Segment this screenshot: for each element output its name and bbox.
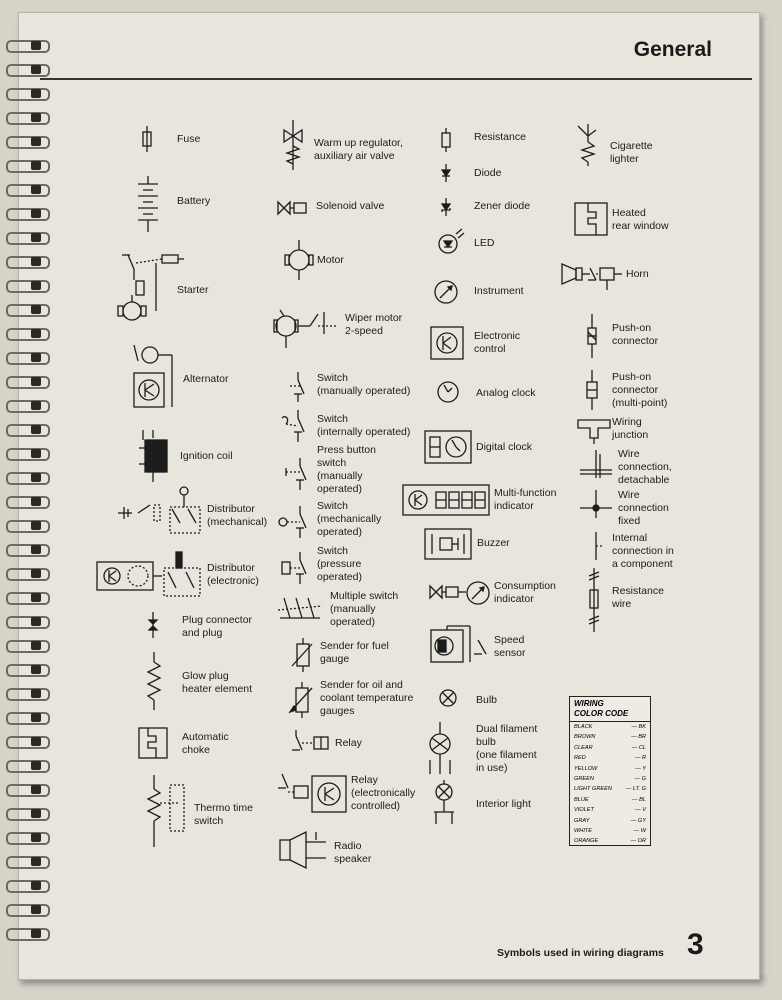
wiper-motor-label: Wiper motor 2-speed	[345, 312, 403, 337]
color-abbreviation: — BL	[632, 796, 646, 803]
instrument-label: Instrument	[474, 285, 524, 297]
plug-connector-icon	[146, 612, 160, 638]
sender-fuel-icon	[292, 638, 314, 672]
switch-manual-label: Switch (manually operated)	[317, 372, 411, 397]
binding-hole	[31, 641, 41, 650]
color-abbreviation: — GY	[630, 817, 646, 824]
analog-clock-icon	[436, 378, 460, 406]
sender-oil-label: Sender for oil and coolant temperature gauges	[320, 679, 414, 717]
color-abbreviation: — OR	[630, 838, 646, 845]
radio-speaker-icon	[276, 830, 332, 870]
multi-function-icon	[402, 484, 490, 516]
binding-hole	[31, 785, 41, 794]
color-code-row	[570, 753, 650, 763]
binding-hole	[31, 377, 41, 386]
wiring-junction-label: Wiring junction	[612, 416, 649, 441]
binding-ring	[6, 448, 50, 461]
binding-ring	[6, 400, 50, 413]
binding-hole	[31, 113, 41, 122]
sender-oil-icon	[290, 682, 314, 718]
internal-connection-icon	[586, 532, 606, 560]
binding-hole	[31, 593, 41, 602]
binding-hole	[31, 65, 41, 74]
thermo-switch-icon	[144, 775, 190, 847]
color-name: VIOLET	[574, 807, 594, 814]
sender-fuel-label: Sender for fuel gauge	[320, 640, 389, 665]
speed-sensor-icon	[430, 626, 496, 666]
wire-fixed-icon	[578, 490, 614, 520]
electronic-control-label: Electronic control	[474, 330, 521, 355]
radio-speaker-label: Radio speaker	[334, 840, 372, 865]
push-on-multi-label: Push-on connector (multi-point)	[612, 371, 668, 409]
binding-ring	[6, 160, 50, 173]
buzzer-icon	[424, 528, 472, 560]
glow-plug-icon	[146, 652, 162, 710]
binding-hole	[31, 473, 41, 482]
distributor-mech-icon	[118, 485, 204, 537]
heated-window-label: Heated rear window	[612, 207, 669, 232]
binding-hole	[31, 137, 41, 146]
ignition-coil-icon	[135, 430, 171, 482]
color-abbreviation: — Y	[635, 765, 646, 772]
binding-hole	[31, 521, 41, 530]
binding-ring	[6, 616, 50, 629]
digital-clock-icon	[424, 430, 472, 464]
multiple-switch-label: Multiple switch (manually operated)	[330, 590, 399, 628]
wire-fixed-label: Wire connection fixed	[618, 489, 669, 527]
press-button-icon	[284, 458, 310, 490]
binding-hole	[31, 545, 41, 554]
binding-ring	[6, 424, 50, 437]
distributor-elec-icon	[96, 548, 206, 600]
wiring-color-code-rows	[570, 722, 650, 847]
binding-hole	[31, 401, 41, 410]
consumption-indicator-icon	[428, 580, 492, 608]
binding-hole	[31, 281, 41, 290]
multi-function-label: Multi-function indicator	[494, 487, 557, 512]
zener-diode-icon	[441, 198, 451, 216]
binding-hole	[31, 929, 41, 938]
binding-ring	[6, 640, 50, 653]
binding-ring	[6, 760, 50, 773]
binding-hole	[31, 617, 41, 626]
color-abbreviation: — BR	[631, 734, 646, 741]
binding-ring	[6, 256, 50, 269]
dual-filament-icon	[426, 722, 456, 774]
interior-light-label: Interior light	[476, 798, 531, 810]
relay-label: Relay	[335, 737, 362, 749]
digital-clock-label: Digital clock	[476, 441, 533, 453]
binding-ring	[6, 664, 50, 677]
binding-ring	[6, 808, 50, 821]
press-button-label: Press button switch (manually operated)	[317, 444, 376, 495]
color-name: YELLOW	[574, 765, 598, 772]
alternator-label: Alternator	[183, 373, 229, 385]
binding-ring	[6, 112, 50, 125]
binding-ring	[6, 40, 50, 53]
color-code-row	[570, 722, 650, 732]
relay-icon	[288, 730, 332, 756]
buzzer-label: Buzzer	[477, 537, 510, 549]
binding-ring	[6, 64, 50, 77]
binding-hole	[31, 233, 41, 242]
color-code-row	[570, 795, 650, 805]
bulb-label: Bulb	[476, 694, 498, 706]
color-name: BLACK	[574, 724, 593, 730]
binding-ring	[6, 328, 50, 341]
footer-caption: Symbols used in wiring diagrams	[497, 947, 664, 959]
dual-filament-label: Dual filament bulb (one filament in use)	[476, 723, 538, 774]
warmup-regulator-label: Warm up regulator, auxiliary air valve	[314, 137, 403, 162]
switch-mech-icon	[278, 506, 310, 538]
color-abbreviation: — CL	[631, 744, 646, 751]
binding-hole	[31, 809, 41, 818]
binding-ring	[6, 712, 50, 725]
push-on-icon	[584, 314, 600, 358]
binding-ring	[6, 592, 50, 605]
binding-ring	[6, 928, 50, 941]
binding-hole	[31, 497, 41, 506]
battery-icon	[136, 176, 160, 232]
binding-ring	[6, 472, 50, 485]
led-label: LED	[474, 237, 495, 249]
color-code-row	[570, 774, 650, 784]
starter-label: Starter	[177, 284, 209, 296]
glow-plug-label: Glow plug heater element	[182, 670, 253, 695]
resistance-icon	[440, 128, 452, 152]
binding-ring	[6, 856, 50, 869]
motor-label: Motor	[317, 254, 344, 266]
zener-diode-label: Zener diode	[474, 200, 531, 212]
color-abbreviation: — R	[634, 755, 646, 762]
binding-ring	[6, 208, 50, 221]
binding-hole	[31, 761, 41, 770]
distributor-elec-label: Distributor (electronic)	[207, 562, 259, 587]
binding-hole	[31, 209, 41, 218]
binding-hole	[31, 881, 41, 890]
spiral-binding	[0, 40, 50, 960]
color-name: BLUE	[574, 796, 589, 803]
plug-connector-label: Plug connector and plug	[182, 614, 253, 639]
switch-pressure-label: Switch (pressure operated)	[317, 545, 362, 583]
speed-sensor-label: Speed sensor	[494, 634, 526, 659]
color-code-row	[570, 784, 650, 794]
binding-ring	[6, 688, 50, 701]
auto-choke-icon	[138, 726, 168, 760]
binding-hole	[31, 833, 41, 842]
header-rule	[40, 78, 752, 80]
push-on-label: Push-on connector	[612, 322, 659, 347]
resistance-wire-icon	[586, 568, 602, 632]
color-name: ORANGE	[574, 838, 599, 845]
binding-ring	[6, 88, 50, 101]
bulb-icon	[438, 686, 458, 710]
binding-hole	[31, 89, 41, 98]
battery-label: Battery	[177, 195, 211, 207]
instrument-icon	[434, 278, 460, 306]
color-name: LIGHT GREEN	[574, 786, 612, 793]
color-code-row	[570, 826, 650, 836]
wiper-motor-icon	[274, 304, 342, 350]
wiring-color-code-table	[569, 696, 651, 846]
color-code-row	[570, 805, 650, 815]
binding-hole	[31, 161, 41, 170]
binding-hole	[31, 425, 41, 434]
resistance-label: Resistance	[474, 131, 526, 143]
cigarette-lighter-label: Cigarette lighter	[610, 140, 653, 165]
switch-manual-icon	[288, 372, 308, 402]
binding-hole	[31, 257, 41, 266]
page-number: 3	[687, 928, 704, 961]
wire-detachable-icon	[578, 450, 614, 480]
fuse-icon	[140, 126, 154, 152]
wire-detachable-label: Wire connection, detachable	[618, 448, 672, 486]
binding-ring	[6, 184, 50, 197]
cigarette-lighter-icon	[574, 124, 604, 166]
color-code-row	[570, 816, 650, 826]
binding-hole	[31, 185, 41, 194]
binding-hole	[31, 905, 41, 914]
binding-ring	[6, 496, 50, 509]
color-name: WHITE	[574, 828, 593, 835]
binding-ring	[6, 784, 50, 797]
electronic-control-icon	[430, 326, 464, 360]
binding-ring	[6, 568, 50, 581]
binding-hole	[31, 665, 41, 674]
diode-label: Diode	[474, 167, 502, 179]
fuse-label: Fuse	[177, 133, 201, 145]
multiple-switch-icon	[276, 594, 326, 624]
internal-connection-label: Internal connection in a component	[612, 532, 674, 570]
binding-hole	[31, 737, 41, 746]
led-icon	[436, 228, 466, 258]
horn-icon	[560, 260, 626, 290]
binding-hole	[31, 857, 41, 866]
binding-ring	[6, 352, 50, 365]
interior-light-icon	[428, 780, 458, 826]
switch-mech-label: Switch (mechanically operated)	[317, 500, 382, 538]
binding-hole	[31, 41, 41, 50]
analog-clock-label: Analog clock	[476, 387, 536, 399]
alternator-icon	[128, 345, 180, 413]
diode-icon	[441, 164, 451, 182]
binding-ring	[6, 280, 50, 293]
color-code-row	[570, 743, 650, 753]
color-name: GRAY	[574, 817, 590, 824]
horn-label: Horn	[626, 268, 649, 280]
resistance-wire-label: Resistance wire	[612, 585, 664, 610]
binding-ring	[6, 520, 50, 533]
distributor-mech-label: Distributor (mechanical)	[207, 503, 268, 528]
binding-ring	[6, 880, 50, 893]
solenoid-valve-icon	[276, 198, 312, 218]
ignition-coil-label: Ignition coil	[180, 450, 233, 462]
binding-hole	[31, 305, 41, 314]
color-name: BROWN	[574, 734, 596, 741]
wiring-junction-icon	[576, 416, 612, 444]
color-code-row	[570, 764, 650, 774]
binding-hole	[31, 569, 41, 578]
binding-hole	[31, 329, 41, 338]
solenoid-valve-label: Solenoid valve	[316, 200, 385, 212]
color-abbreviation: — LT. G	[625, 786, 646, 793]
switch-internal-icon	[280, 410, 308, 442]
binding-ring	[6, 736, 50, 749]
relay-elec-icon	[274, 770, 348, 820]
warmup-regulator-icon	[280, 120, 306, 170]
binding-ring	[6, 376, 50, 389]
push-on-multi-icon	[584, 370, 600, 410]
binding-ring	[6, 832, 50, 845]
binding-ring	[6, 904, 50, 917]
binding-hole	[31, 713, 41, 722]
binding-hole	[31, 689, 41, 698]
binding-hole	[31, 449, 41, 458]
relay-elec-label: Relay (electronically controlled)	[351, 774, 416, 812]
color-abbreviation: — V	[635, 807, 646, 814]
motor-icon	[285, 240, 313, 280]
thermo-switch-label: Thermo time switch	[194, 802, 253, 827]
color-abbreviation: — W	[633, 828, 646, 835]
binding-ring	[6, 304, 50, 317]
color-code-row	[570, 732, 650, 742]
auto-choke-label: Automatic choke	[182, 731, 229, 756]
binding-hole	[31, 353, 41, 362]
switch-pressure-icon	[280, 552, 310, 584]
color-abbreviation: — BK	[631, 724, 646, 730]
switch-internal-label: Switch (internally operated)	[317, 413, 411, 438]
color-name: RED	[574, 755, 586, 762]
heated-window-icon	[574, 202, 608, 236]
color-code-row	[570, 836, 650, 846]
color-name: CLEAR	[574, 744, 593, 751]
wiring-color-code-title: WIRING COLOR CODE	[570, 697, 650, 722]
color-name: GREEN	[574, 776, 594, 783]
binding-ring	[6, 136, 50, 149]
binding-ring	[6, 544, 50, 557]
consumption-indicator-label: Consumption indicator	[494, 580, 556, 605]
binding-ring	[6, 232, 50, 245]
page-title: General	[633, 38, 712, 61]
color-abbreviation: — G	[634, 776, 646, 783]
